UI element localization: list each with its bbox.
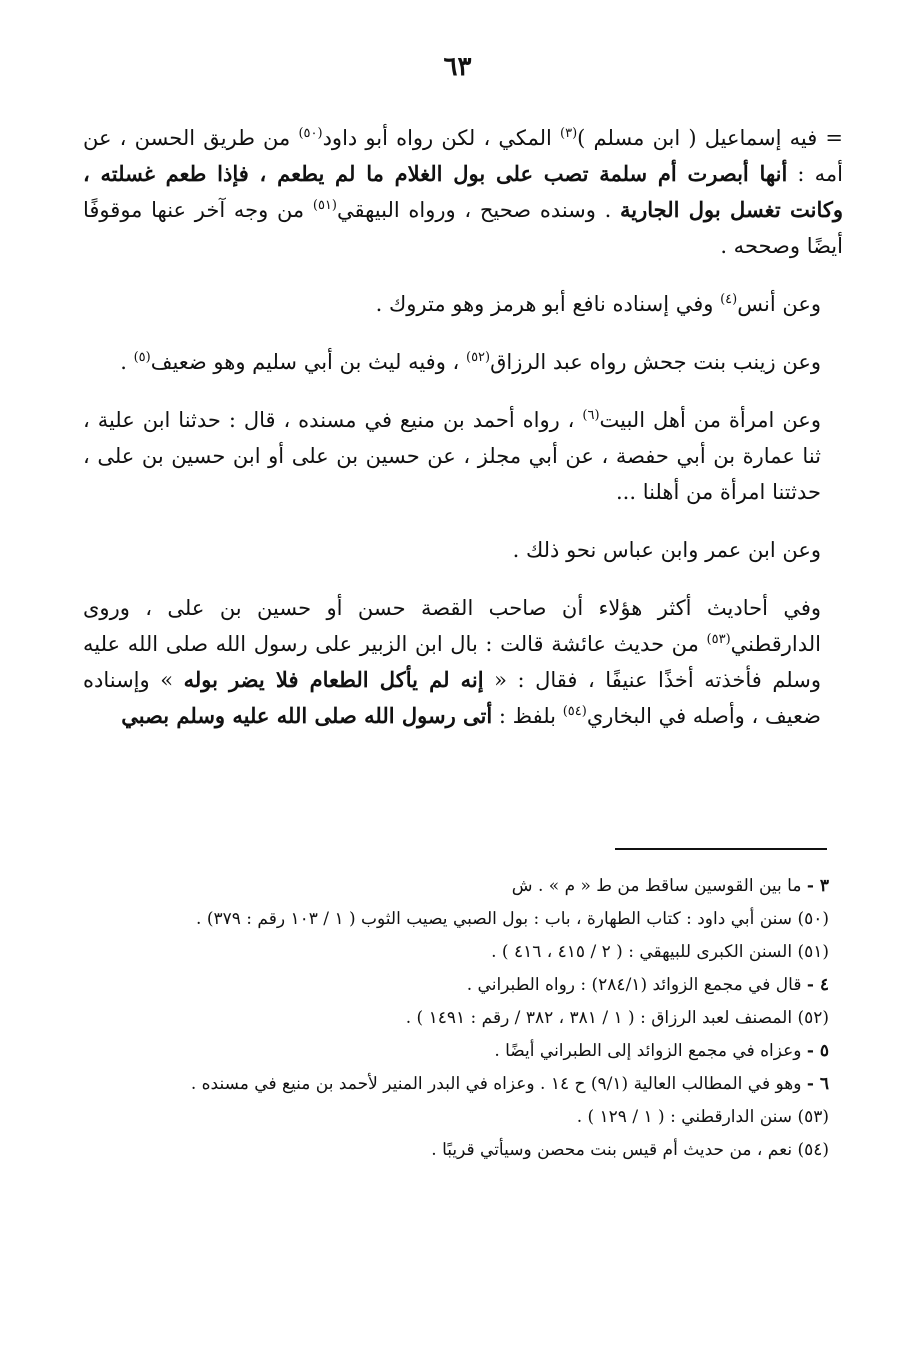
text-run: » وإسناده ضعيف ، وأصله في البخاري: [83, 668, 821, 728]
text-run: وفي إسناده نافع أبو هرمز وهو متروك .: [375, 292, 721, 316]
text-run: من طريق الحسن ، عن أمه :: [83, 126, 843, 186]
footnote-ref: (٥٣): [706, 632, 731, 647]
footnote-ref: (٥): [133, 350, 151, 365]
footnote: ٥ - وعزاه في مجمع الزوائد إلى الطبراني أيضًا .: [494, 1041, 829, 1061]
paragraph: [83, 344, 843, 380]
bold-quote: إنه لم يأكل الطعام فلا يضر بوله: [183, 667, 484, 692]
footnote-ref: (٦): [582, 408, 600, 423]
paragraph: [83, 402, 843, 510]
footnote-ref: (٥٢): [466, 350, 491, 365]
footnote-ref: (٥١): [312, 198, 337, 213]
footnote-ref: (٥٠): [298, 126, 323, 141]
footnote-ref: (٥٤): [562, 704, 587, 719]
text-run: وفي أحاديث أكثر هؤلاء أن صاحب القصة حسن أو حسين بن على ، وروى الدارقطني: [83, 596, 821, 656]
bold-quote: أنها أبصرت أم سلمة تصب على بول الغلام ما لم يطعم ، فإذا طعم غسلته ، وكانت تغسل بول الجارية: [83, 161, 843, 222]
footnote-ref: (٤): [720, 292, 738, 307]
footnote: ٤ - قال في مجمع الزوائد (٢٨٤/١) : رواه الطبراني .: [466, 975, 829, 995]
text-run: = فيه إسماعيل ( ابن مسلم ): [577, 126, 843, 150]
text-run: وعن أنس: [737, 292, 821, 316]
footnote: ٦ - وهو في المطالب العالية (٩/١) ح ١٤ . وعزاه في البدر المنير لأحمد بن منيع في مسنده .: [190, 1074, 829, 1094]
text-run: بلفظ :: [492, 704, 563, 728]
footnote-ref: (٣): [560, 126, 578, 141]
text-run: وعن زينب بنت جحش رواه عبد الرزاق: [490, 350, 821, 374]
text-run: ، وفيه ليث بن أبي سليم وهو ضعيف: [150, 350, 466, 374]
text-run: المكي ، لكن رواه أبو داود: [322, 126, 561, 150]
paragraph: [83, 120, 843, 264]
main-text: [83, 120, 843, 756]
footnote: (٥٠) سنن أبي داود : كتاب الطهارة ، باب : بول الصبي يصيب الثوب ( ١ / ١٠٣ رقم : ٣٧٩) .: [196, 909, 829, 929]
footnote: ٣ - ما بين القوسين ساقط من ط « م » . ش: [511, 876, 829, 896]
text-run: من حديث عائشة قالت : بال ابن الزبير على رسول الله صلى الله عليه وسلم فأخذته أخذًا عنيفًا ، فقال : «: [83, 632, 821, 692]
text-run: وعن ابن عمر وابن عباس نحو ذلك .: [512, 538, 821, 562]
footnote: (٥١) السنن الكبرى للبيهقي : ( ٢ / ٤١٥ ، ٤١٦ ) .: [491, 942, 829, 962]
bold-quote: أتى رسول الله صلى الله عليه وسلم بصبي: [121, 703, 493, 728]
text-run: وعن امرأة من أهل البيت: [599, 408, 821, 432]
footnote: (٥٤) نعم ، من حديث أم قيس بنت محصن وسيأتي قريبًا .: [431, 1140, 829, 1160]
paragraph: [83, 532, 843, 568]
paragraph: [83, 286, 843, 322]
footnote: (٥٢) المصنف لعبد الرزاق : ( ١ / ٣٨١ ، ٣٨٢ / رقم : ١٤٩١ ) .: [405, 1008, 829, 1028]
page-number: ٦٣: [443, 52, 472, 82]
footnotes: [84, 870, 829, 1167]
text-run: . وسنده صحيح ، ورواه البيهقي: [337, 198, 620, 222]
text-run: ، رواه أحمد بن منيع في مسنده ، قال : حدثنا ابن علية ، ثنا عمارة بن أبي حفصة ، عن أبي مجلز ، عن حسين بن على أو ابن حسين بن على ، حدثتنا امرأة من أهلنا ...: [83, 408, 821, 504]
text-run: من وجه آخر عنها موقوفًا أيضًا وصححه .: [83, 198, 843, 258]
footnote-separator: [615, 848, 827, 850]
paragraph: [83, 590, 843, 734]
text-run: .: [120, 350, 134, 374]
footnote: (٥٣) سنن الدارقطني : ( ١ / ١٢٩ ) .: [576, 1107, 829, 1127]
